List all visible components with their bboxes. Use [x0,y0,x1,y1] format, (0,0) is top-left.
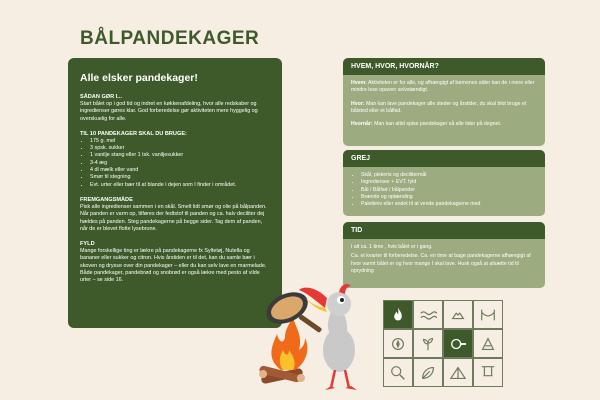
list-item: • 1 vanilje stang eller 1 tsk. vaniljesukker [90,152,270,159]
swing-icon [473,358,503,387]
who-where-when-panel [343,58,545,146]
bird-campfire-illustration [255,272,365,394]
ingredients-list [80,138,270,189]
plant-icon [413,329,443,358]
leaf-icon [413,358,443,387]
list-item: • Paletkniv eller andet til at vende pandekagerne med [361,201,537,208]
list-item: • 4 dl mælk eller vand [90,167,270,174]
compass-icon [383,329,413,358]
gear-panel [343,150,545,216]
list-item: • 3-4 æg [90,160,270,167]
panel-header: HVEM, HVOR, HVORNÅR? [343,58,545,75]
who-text: Hvem: Aktiviteten er for alle, og afhængigt af børnenes alder kan de i mere eller mindre lese opaven selvstændigt. [351,80,535,94]
where-text: Hvor: Man kan lave pandekager alle steder og årstider, du skal blot bruge et bålsted eller et bålfad. [351,100,527,114]
waves-icon [413,300,443,329]
list-item: • Evt. urter eller bær til at blande i dejen som I finder i området. [90,182,270,189]
list-item: • 3 spsk. sukker [90,145,270,152]
fire-icon [383,300,413,329]
filling-text-2: Både pandekager, pandebrød og snobrød er også lækre med pesto af vilde urter – se side 16. [80,270,260,284]
hands-icon [443,300,473,329]
list-item: • 175 g. mel [90,138,270,145]
list-item: • Brænde og optænding [361,194,537,201]
method-text: Pisk alle ingredienser sammen i en skål. Smelt lidt smør og olie på bålpanden. Når panden er varm op, tilføres der fedtstof til panden og ca. halv deciliter dej hældes på panden. Steg pandekagerne på begge sider. Tag dem af panden, når de er blevet flotte lysebrune. [80,203,267,232]
time-text-1: I alt ca. 1 time , hvis bålet er i gang. [351,244,433,250]
activity-icon-grid [383,300,503,387]
panel-header: GREJ [343,150,545,167]
magnifier-icon [383,358,413,387]
recipe-card [68,58,282,328]
panel-header: TID [343,222,545,239]
time-panel [343,222,545,288]
filling-text: Mange forskellige ting er lækre på pandekagerne fx Syltetøj, Nutella og bananer eller sukker og citron. Hvis årstiden er til det, kan du samle bær i skoven og drysse over din pandekager – eller du kan selv lave en marmelade. [80,248,267,269]
page-title: BÅLPANDEKAGER [80,28,260,49]
time-text-2: Ca. et kvarter til forberedelse. Ca. en time at bage pandekagerne afhængigt af hvor varmt bålet er og hvor mange I skal lave. Husk også at afsætte tid til oprydning [351,253,531,274]
hammock-icon [473,300,503,329]
list-item: • Ingredienser + EVT. fyld [361,179,537,186]
pan-icon [443,329,473,358]
recipe-headline: Alle elsker pandekager! [80,72,198,84]
intro-heading: SÅDAN GØR I... [80,94,122,100]
method-heading: FREMGANGSMÅDE [80,196,133,203]
list-item: • Skål, piskeris og decilitermål [361,172,537,179]
list-item: • Smør til stegning [90,174,270,181]
intro-text: Start bålet op i god tid og indret en køkkenafdeling, hvor alle redskaber og ingredienser gøres klar. God forberedelse gør aktiviteten mere hyggelig og overskuelig for alle. [80,101,258,122]
list-item: • Bål / Bålfad / bålpander [361,187,537,194]
fire-icon [271,316,307,370]
filling-heading: FYLD [80,241,95,248]
crafts-icon [473,329,503,358]
gear-list [351,172,537,208]
tent-icon [443,358,473,387]
when-text: Hvornår: Man kan altid spise pandekager så alle tider på degnet. [351,121,502,128]
ingredients-heading: TIL 10 PANDEKAGER SKAL DU BRUGE: [80,130,187,137]
bird-icon [299,284,357,390]
